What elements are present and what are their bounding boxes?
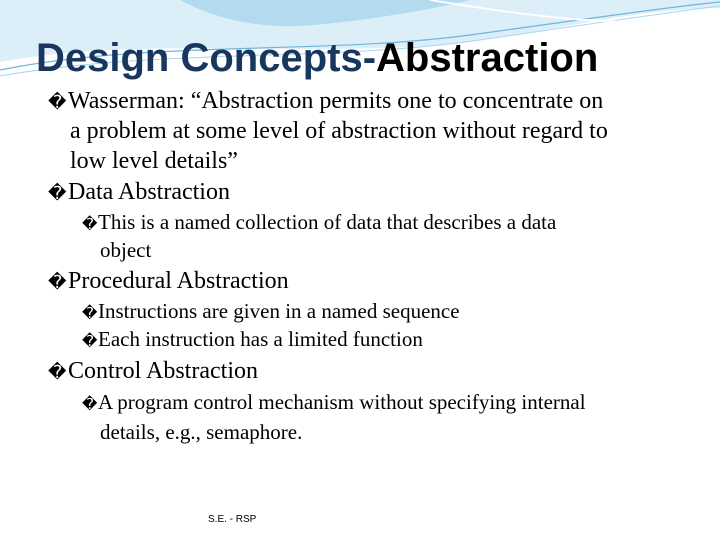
bullet-item-control-abstraction <box>48 356 258 388</box>
bullet-text: A program control mechanism without specifying internal <box>98 390 586 414</box>
bullet-icon: � <box>82 332 98 350</box>
bullet-text: Wasserman: “Abstraction permits one to concentrate on <box>68 88 604 114</box>
slide-footer: S.E. - RSP <box>208 514 257 525</box>
bullet-text: Each instruction has a limited function <box>98 327 423 351</box>
bullet-icon: � <box>82 395 98 413</box>
title-main: Abstraction <box>376 36 599 80</box>
bullet-item-data-abstraction <box>48 177 230 209</box>
title-prefix: Design Concepts- <box>36 36 377 80</box>
bullet-text: Instructions are given in a named sequence <box>98 299 460 323</box>
sub-bullet-control-mechanism <box>82 388 586 418</box>
bullet-icon: � <box>48 92 67 113</box>
bullet-icon: � <box>82 215 98 233</box>
bullet-icon: � <box>48 183 67 204</box>
bullet-text: Data Abstraction <box>68 179 230 205</box>
bullet-text-continuation: a problem at some level of abstraction without regard to <box>70 118 608 144</box>
bullet-text-continuation: low level details” <box>70 148 238 174</box>
sub-bullet-data-description <box>82 208 556 238</box>
sub-bullet-limited-function <box>82 325 423 355</box>
bullet-text-continuation: object <box>100 238 152 262</box>
slide-title <box>36 34 598 82</box>
bullet-item-wasserman-quote <box>48 86 603 118</box>
bullet-text: This is a named collection of data that describes a data <box>98 210 557 234</box>
bullet-icon: � <box>48 272 67 293</box>
bullet-text: Procedural Abstraction <box>68 268 289 294</box>
sub-bullet-named-sequence <box>82 297 460 327</box>
bullet-icon: � <box>48 362 67 383</box>
bullet-item-procedural-abstraction <box>48 266 289 298</box>
bullet-text: Control Abstraction <box>68 358 258 384</box>
bullet-icon: � <box>82 304 98 322</box>
bullet-text-continuation: details, e.g., semaphore. <box>100 420 303 444</box>
